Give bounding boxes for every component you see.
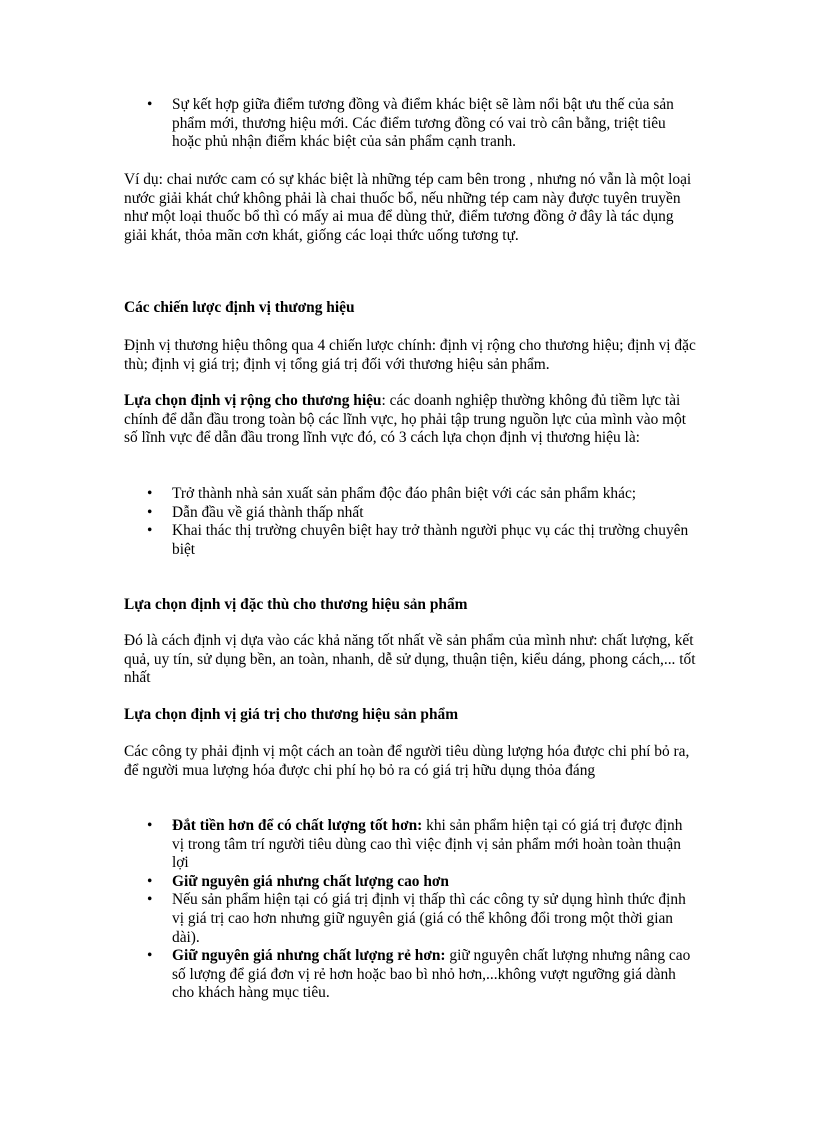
list-item: • Trở thành nhà sản xuất sản phẩm độc đáo phân biệt với các sản phẩm khác; xyxy=(124,485,696,504)
value-item-4-lead: Giữ nguyên giá nhưng chất lượng rẻ hơn: xyxy=(172,947,446,965)
strategies-paragraph: Định vị thương hiệu thông qua 4 chiến lược chính: định vị rộng cho thương hiệu; định vị đặc thù; định vị giá trị; định vị tổng giá trị đối với thương hiệu sản phẩm. xyxy=(124,337,696,373)
specific-positioning-heading: Lựa chọn định vị đặc thù cho thương hiệu sản phẩm xyxy=(124,596,468,613)
value-item-4-text: giữ nguyên chất lượng nhưng nâng cao số lượng để giá đơn vị rẻ hơn hoặc bao bì nhỏ hơn,...không vượt ngưỡng giá dành cho khách hàng mục tiêu. xyxy=(172,947,691,1002)
broad-positioning-paragraph xyxy=(124,392,696,448)
list-item: • Dẫn đầu về giá thành thấp nhất xyxy=(124,504,696,523)
specific-positioning-paragraph: Đó là cách định vị dựa vào các khả năng tốt nhất về sản phẩm của mình như: chất lượng, kết quả, uy tín, sử dụng bền, an toàn, nhanh, dễ sử dụng, thuận tiện, kiểu dáng, phong cách,... tốt nhất xyxy=(124,632,696,687)
broad-positioning-lead: Lựa chọn định vị rộng cho thương hiệu xyxy=(124,392,382,409)
value-item-1-text: khi sản phẩm hiện tại có giá trị được định vị trong tâm trí người tiêu dùng cao thì việc định vị sản phẩm mới hoàn toàn thuận lợi xyxy=(172,817,683,872)
strategies-heading: Các chiến lược định vị thương hiệu xyxy=(124,299,355,316)
value-item-2-lead: Giữ nguyên giá nhưng chất lượng cao hơn xyxy=(172,872,449,890)
list-item xyxy=(124,817,696,873)
value-positioning-list xyxy=(124,817,696,1003)
intro-bullet-list xyxy=(124,96,696,152)
broad-positioning-list xyxy=(124,485,696,559)
list-item xyxy=(124,891,696,947)
value-positioning-paragraph: Các công ty phải định vị một cách an toàn để người tiêu dùng lượng hóa được chi phí bỏ ra, để người mua lượng hóa được chi phí họ bỏ ra có giá trị hữu dụng thỏa đáng xyxy=(124,743,690,779)
example-paragraph: Ví dụ: chai nước cam có sự khác biệt là những tép cam bên trong , nhưng nó vẫn là một loại nước giải khát chứ không phải là chai thuốc bổ, nếu những tép cam này được tuyên truyền như một loại thuốc bổ thì có mấy ai mua để dùng thử, điểm tương đồng ở đây là tác dụng giải khát, thỏa mãn cơn khát, giống các loại thức uống tương tự. xyxy=(124,171,692,244)
list-item xyxy=(124,947,696,1003)
list-item: • Khai thác thị trường chuyên biệt hay trở thành người phục vụ các thị trường chuyên biệt xyxy=(124,522,696,559)
broad-positioning-text: : các doanh nghiệp thường không đủ tiềm lực tài chính để dẫn đầu trong toàn bộ các lĩnh vực, họ phải tập trung nguồn lực của mình vào một số lĩnh vực để dẫn đầu trong lĩnh vực đó, có 3 cách lựa chọn định vị thương hiệu là: xyxy=(124,392,687,447)
list-item xyxy=(124,873,696,892)
value-item-3-text: Nếu sản phẩm hiện tại có giá trị định vị thấp thì các công ty sử dụng hình thức định vị giá trị cao hơn nhưng giữ nguyên giá (giá có thể không đổi trong một thời gian dài). xyxy=(172,891,686,946)
value-item-1-lead: Đắt tiền hơn để có chất lượng tốt hơn: xyxy=(172,817,423,834)
list-item: • Sự kết hợp giữa điểm tương đồng và điểm khác biệt sẽ làm nổi bật ưu thế của sản phẩm mới, thương hiệu mới. Các điểm tương đồng có vai trò cân bằng, triệt tiêu hoặc phủ nhận điểm khác biệt của sản phẩm cạnh tranh. xyxy=(124,96,696,152)
value-positioning-heading: Lựa chọn định vị giá trị cho thương hiệu sản phẩm xyxy=(124,706,459,723)
